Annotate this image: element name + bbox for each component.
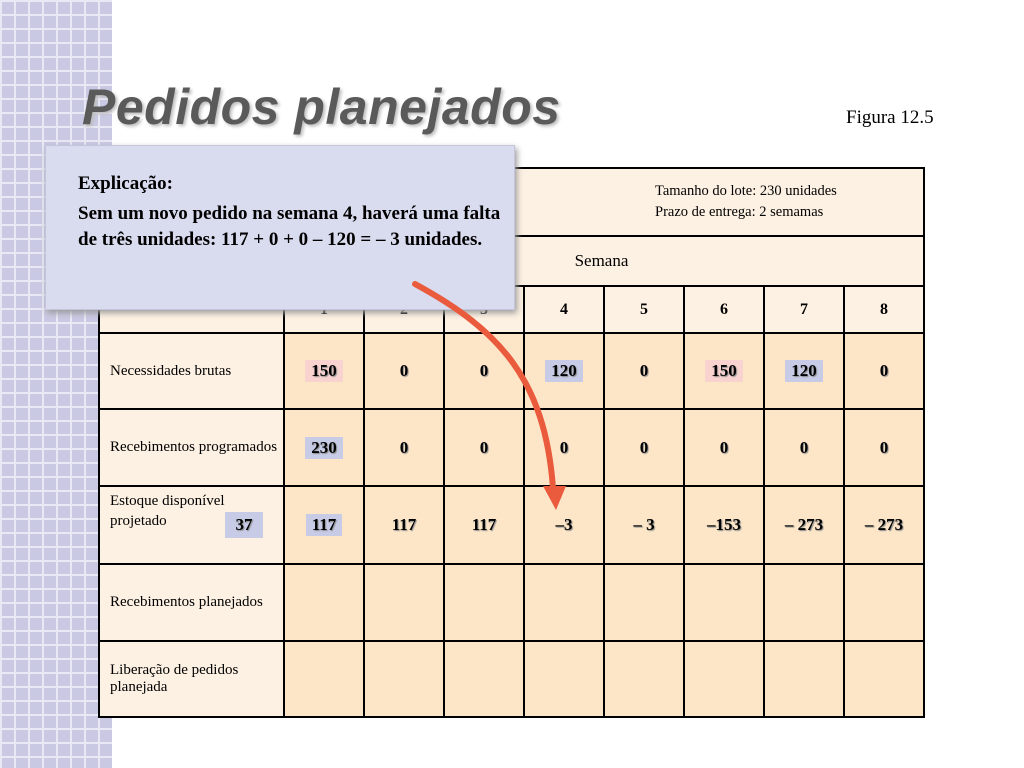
- table-cell: [364, 564, 444, 641]
- table-row: [99, 333, 924, 409]
- table-cell: 0: [479, 361, 489, 380]
- table-cell: [444, 641, 524, 717]
- table-cell: 0: [639, 361, 649, 380]
- row-label-planned-receipts: Recebimentos planejados: [99, 564, 284, 641]
- lot-size-text: Tamanho do lote: 230 unidades: [655, 183, 837, 199]
- table-cell: 0: [399, 437, 409, 457]
- table-cell: 0: [479, 437, 489, 457]
- initial-inventory-badge: 37: [225, 512, 263, 538]
- explanation-callout: [45, 145, 515, 310]
- table-cell: 0: [399, 361, 409, 380]
- table-row: [99, 564, 924, 641]
- table-cell: [684, 564, 764, 641]
- table-cell: [764, 641, 844, 717]
- table-cell: 117: [471, 515, 497, 534]
- table-cell: 117: [391, 515, 417, 534]
- table-cell: [524, 641, 604, 717]
- table-cell: 230: [305, 437, 343, 459]
- callout-text: Sem um novo pedido na semana 4, haverá uma falta de três unidades: 117 + 0 + 0 – 120 = – 3 unidades.: [78, 203, 501, 250]
- table-cell: [284, 641, 364, 717]
- week-header: 7: [764, 286, 844, 333]
- callout-heading: Explicação:: [78, 173, 173, 194]
- table-cell: [604, 641, 684, 717]
- week-header: 6: [684, 286, 764, 333]
- table-cell: –3: [555, 515, 573, 534]
- table-cell: 150: [305, 360, 343, 382]
- table-cell: [604, 564, 684, 641]
- table-cell: 0: [879, 437, 889, 457]
- lead-time-text: Prazo de entrega: 2 semamas: [655, 204, 824, 220]
- table-cell: [364, 641, 444, 717]
- table-cell: 0: [639, 437, 649, 457]
- table-cell: [524, 564, 604, 641]
- table-cell: [844, 641, 924, 717]
- table-cell: [444, 564, 524, 641]
- row-label-gross-requirements: Necessidades brutas: [99, 333, 284, 409]
- table-cell: –153: [707, 515, 741, 534]
- table-cell: 120: [785, 360, 823, 382]
- table-cell: – 273: [784, 515, 824, 534]
- table-cell: [684, 641, 764, 717]
- table-cell: 0: [799, 437, 809, 457]
- semana-header: Semana: [99, 236, 924, 286]
- week-header: 5: [604, 286, 684, 333]
- table-row: [99, 409, 924, 486]
- week-header: 8: [844, 286, 924, 333]
- table-cell: 0: [879, 361, 889, 380]
- table-cell: [284, 564, 364, 641]
- row-label-projected-on-hand-cell: [99, 486, 284, 564]
- table-cell: 120: [545, 360, 583, 382]
- row-label-planned-releases: Liberação de pedidos planejada: [99, 641, 284, 717]
- table-cell: – 3: [633, 515, 655, 534]
- table-row: [99, 486, 924, 564]
- row-label-projected-on-hand: Estoque disponível projetado: [110, 493, 225, 529]
- slide-title: Pedidos planejados: [82, 79, 561, 135]
- table-cell: 117: [306, 514, 343, 536]
- table-cell: [764, 564, 844, 641]
- figure-label: Figura 12.5: [846, 107, 934, 128]
- table-cell: – 273: [864, 515, 904, 534]
- table-cell: 150: [705, 360, 743, 382]
- week-header: 4: [524, 286, 604, 333]
- table-cell: 0: [559, 437, 569, 457]
- row-label-scheduled-receipts: Recebimentos programados: [99, 409, 284, 486]
- table-cell: 0: [719, 437, 729, 457]
- table-cell: [844, 564, 924, 641]
- table-row: [99, 641, 924, 717]
